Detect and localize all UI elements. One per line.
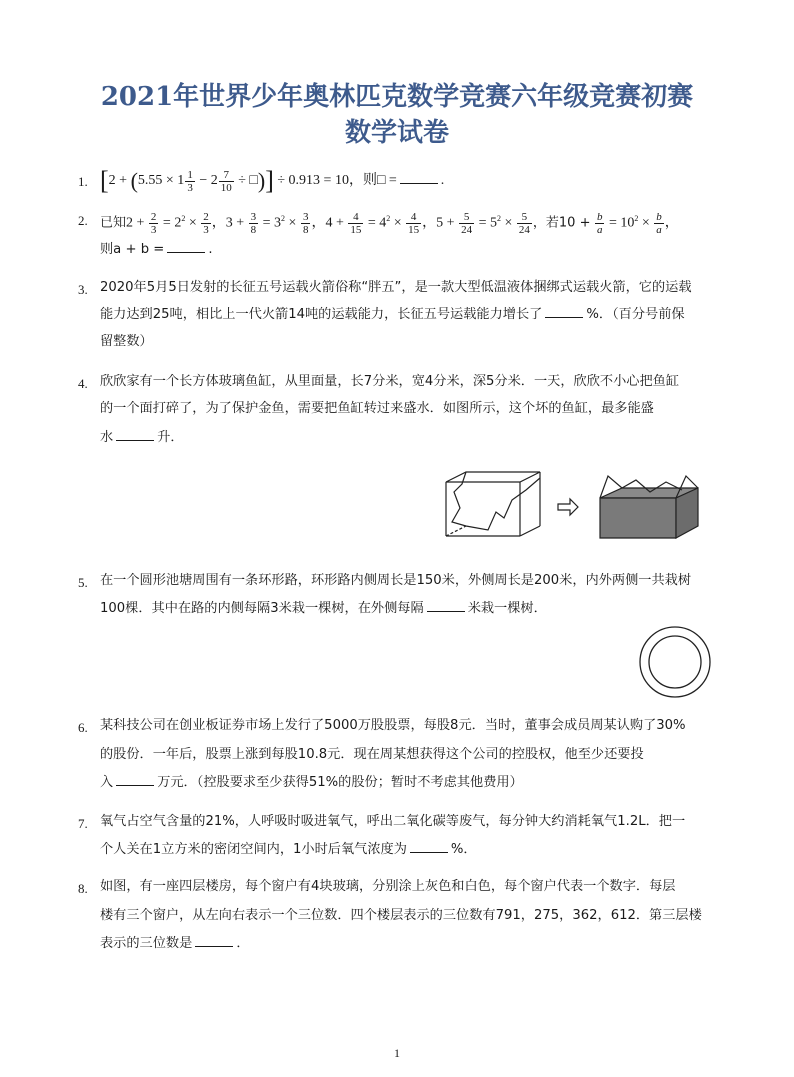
question-3-line3: 留整数）	[100, 334, 153, 349]
question-1-text: [2 + (5.55 × 1 $\frac{1}{3}$ − 2 $\frac{7}{10}$ ÷ □)] ÷ 0.913 = 10，则□ = .	[100, 166, 445, 195]
question-8-line1: 如图，有一座四层楼房，每个窗户有4块玻璃，分别涂上灰色和白色，每个窗户代表一个数字．每层	[100, 879, 676, 894]
question-1-number: 1.	[78, 174, 88, 189]
question-2-text: 已知2 + $\frac{2}{3}$ = $2^2$ × $\frac{2}{3}$ ，3 + $\frac{3}{8}$ = $3^2$ × $\frac{3}{8}$ ，4 + $\frac{4}{15}$ = $4^2$ × $\frac{4}{15}$ ，5 + $\frac{5}{24}$ = $5^2$ × $\frac{5}{24}$ ，若10 + $\frac{b}{a}$ = $10^2$ × $\frac{b}{a}$ ，	[100, 210, 679, 236]
question-8-line3: 表示的三位数是 ．	[100, 936, 250, 951]
question-6-line3: 入 万元．（控股要求至少获得51%的股份；暂时不考虑其他费用）	[100, 775, 523, 790]
answer-blank-7[interactable]	[410, 840, 448, 853]
question-7-line2: 个人关在1立方米的密闭空间内，1小时后氧气浓度为 %．	[100, 842, 477, 857]
question-5-number: 5.	[78, 575, 88, 590]
question-7-line1: 氧气占空气含量的21%，人呼吸时吸进氧气，呼出二氧化碳等废气，每分钟大约消耗氧气1.2L．把一	[100, 814, 686, 829]
question-2-line1-tail: ，若10 +	[532, 215, 591, 231]
question-2-line2: 则a + b = .	[100, 242, 213, 257]
question-4-line3: 水 升．	[100, 430, 184, 445]
question-1-end: .	[440, 173, 445, 189]
question-3-line2: 能力达到25吨，相比上一代火箭14吨的运载能力，长征五号运载能力增长了 %．（百分号前保	[100, 307, 685, 322]
answer-blank-1[interactable]	[400, 171, 438, 184]
question-3-line1: 2020年5月5日发射的长征五号运载火箭俗称“胖五”，是一款大型低温液体捆绑式运载火箭，它的运载	[100, 280, 692, 295]
question-3-number: 3.	[78, 282, 88, 297]
question-4-line1: 欣欣家有一个长方体玻璃鱼缸，从里面量，长7分米，宽4分米，深5分米．一天，欣欣不小心把鱼缸	[100, 374, 680, 389]
answer-blank-6[interactable]	[116, 773, 154, 786]
answer-blank-4[interactable]	[116, 428, 154, 441]
page-title-line1: 2021年世界少年奥林匹克数学竞赛六年级竞赛初赛	[100, 82, 694, 112]
answer-blank-3[interactable]	[545, 305, 583, 318]
page-title-line2: 数学试卷	[344, 118, 449, 148]
fish-tank-figure	[436, 470, 716, 548]
question-2-number: 2.	[78, 213, 88, 228]
question-5-line2: 100棵．其中在路的内侧每隔3米栽一棵树，在外侧每隔 米栽一棵树．	[100, 601, 547, 616]
page-number: 1	[394, 1046, 400, 1060]
right-arrow-icon	[558, 499, 578, 515]
question-8-line2: 楼有三个窗户，从左向右表示一个三位数．四个楼层表示的三位数有791，275，362，612．第三层楼	[100, 908, 702, 923]
answer-blank-2[interactable]	[167, 240, 205, 253]
question-1-tail: ÷ 0.913 = 10，则□ =	[277, 173, 397, 189]
answer-blank-8[interactable]	[195, 934, 233, 947]
question-7-number: 7.	[78, 816, 88, 831]
ring-road-figure	[637, 624, 713, 700]
question-6-number: 6.	[78, 720, 88, 735]
question-4-number: 4.	[78, 376, 88, 391]
question-6-line2: 的股份．一年后，股票上涨到每股10.8元．现在周某想获得这个公司的控股权，他至少还要投	[100, 747, 644, 762]
question-4-line2: 的一个面打碎了，为了保护金鱼，需要把鱼缸转过来盛水．如图所示，这个坏的鱼缸，最多能盛	[100, 401, 654, 416]
answer-blank-5[interactable]	[427, 599, 465, 612]
question-6-line1: 某科技公司在创业板证券市场上发行了5000万股股票，每股8元．当时，董事会成员周某认购了30%	[100, 718, 686, 733]
question-5-line1: 在一个圆形池塘周围有一条环形路，环形路内侧周长是150米，外侧周长是200米，内外两侧一共栽树	[100, 573, 692, 588]
question-8-number: 8.	[78, 881, 88, 896]
